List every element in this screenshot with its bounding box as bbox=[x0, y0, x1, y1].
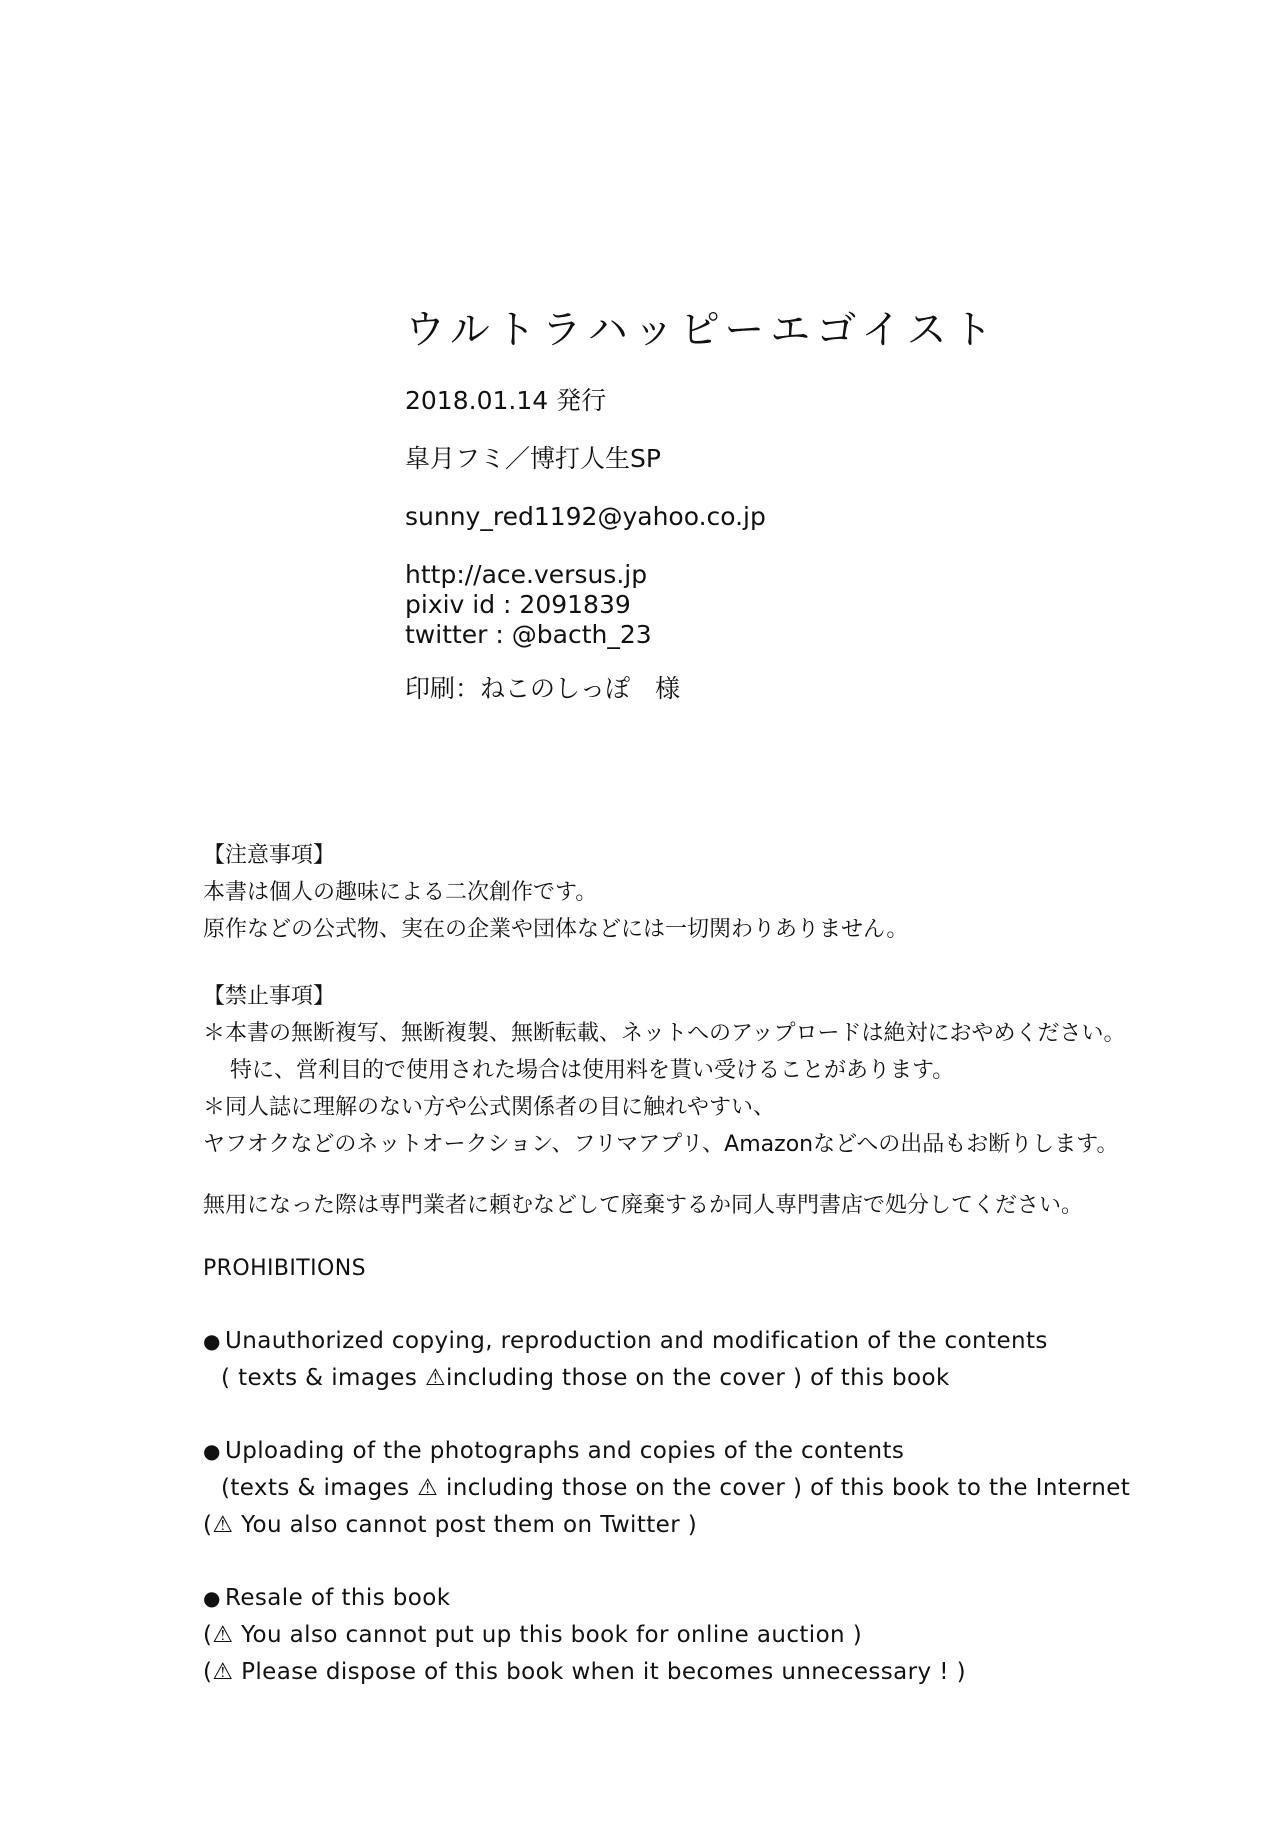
prohibition-detail: (⚠ You also cannot post them on Twitter ) bbox=[203, 1512, 698, 1538]
contact-email: sunny_red1192@yahoo.co.jp bbox=[405, 502, 766, 531]
prohibition-main: Unauthorized copying, reproduction and modification of the contents bbox=[225, 1328, 1048, 1354]
caution-heading: 【注意事項】 bbox=[203, 843, 336, 868]
colophon-block bbox=[405, 300, 1105, 704]
caution-line: 原作などの公式物、実在の企業や団体などには一切関わりありません。 bbox=[203, 917, 909, 942]
author-circle: 皐月フミ／博打人生SP bbox=[405, 444, 661, 473]
bullet-icon: ● bbox=[203, 1586, 221, 1610]
japanese-notices bbox=[203, 837, 1203, 1224]
prohibition-detail: (⚠ Please dispose of this book when it becomes unnecessary ! ) bbox=[203, 1659, 966, 1685]
prohibition-detail: (⚠ You also cannot put up this book for online auction ) bbox=[203, 1622, 863, 1648]
english-prohibitions bbox=[203, 1250, 1253, 1727]
prohibition-item bbox=[203, 1323, 1253, 1397]
prohibition-detail: (texts & images ⚠ including those on the cover ) of this book to the Internet bbox=[221, 1475, 1131, 1501]
prohibited-line: ヤフオクなどのネットオークション、フリマアプリ、Amazonなどへの出品もお断りします。 bbox=[203, 1132, 1119, 1157]
website-url: http://ace.versus.jp bbox=[405, 560, 648, 589]
prohibition-detail: ( texts & images ⚠including those on the cover ) of this book bbox=[221, 1365, 950, 1391]
prohibited-line: ＊本書の無断複写、無断複製、無断転載、ネットへのアップロードは絶対におやめください。 bbox=[203, 1021, 1126, 1046]
prohibited-line: 特に、営利目的で使用された場合は使用料を貰い受けることがあります。 bbox=[230, 1058, 955, 1083]
pixiv-id: pixiv id : 2091839 bbox=[405, 590, 631, 619]
bullet-icon: ● bbox=[203, 1329, 221, 1353]
book-title: ウルトラハッピーエゴイスト bbox=[405, 307, 999, 353]
prohibition-main: Resale of this book bbox=[225, 1585, 451, 1611]
bullet-icon: ● bbox=[203, 1439, 221, 1463]
disposal-note: 無用になった際は専門業者に頼むなどして廃棄するか同人専門書店で処分してください。 bbox=[203, 1193, 1084, 1218]
prohibitions-heading: PROHIBITIONS bbox=[203, 1256, 366, 1281]
prohibition-main: Uploading of the photographs and copies of the contents bbox=[225, 1438, 905, 1464]
caution-line: 本書は個人の趣味による二次創作です。 bbox=[203, 880, 598, 905]
publication-date: 2018.01.14 発行 bbox=[405, 386, 607, 415]
prohibited-heading: 【禁止事項】 bbox=[203, 984, 336, 1009]
prohibition-item bbox=[203, 1580, 1253, 1691]
prohibition-item bbox=[203, 1433, 1253, 1544]
prohibited-line: ＊同人誌に理解のない方や公式関係者の目に触れやすい、 bbox=[203, 1095, 776, 1120]
printer-credit: 印刷：ねこのしっぽ 様 bbox=[405, 674, 681, 703]
twitter-handle: twitter : @bacth_23 bbox=[405, 620, 652, 649]
